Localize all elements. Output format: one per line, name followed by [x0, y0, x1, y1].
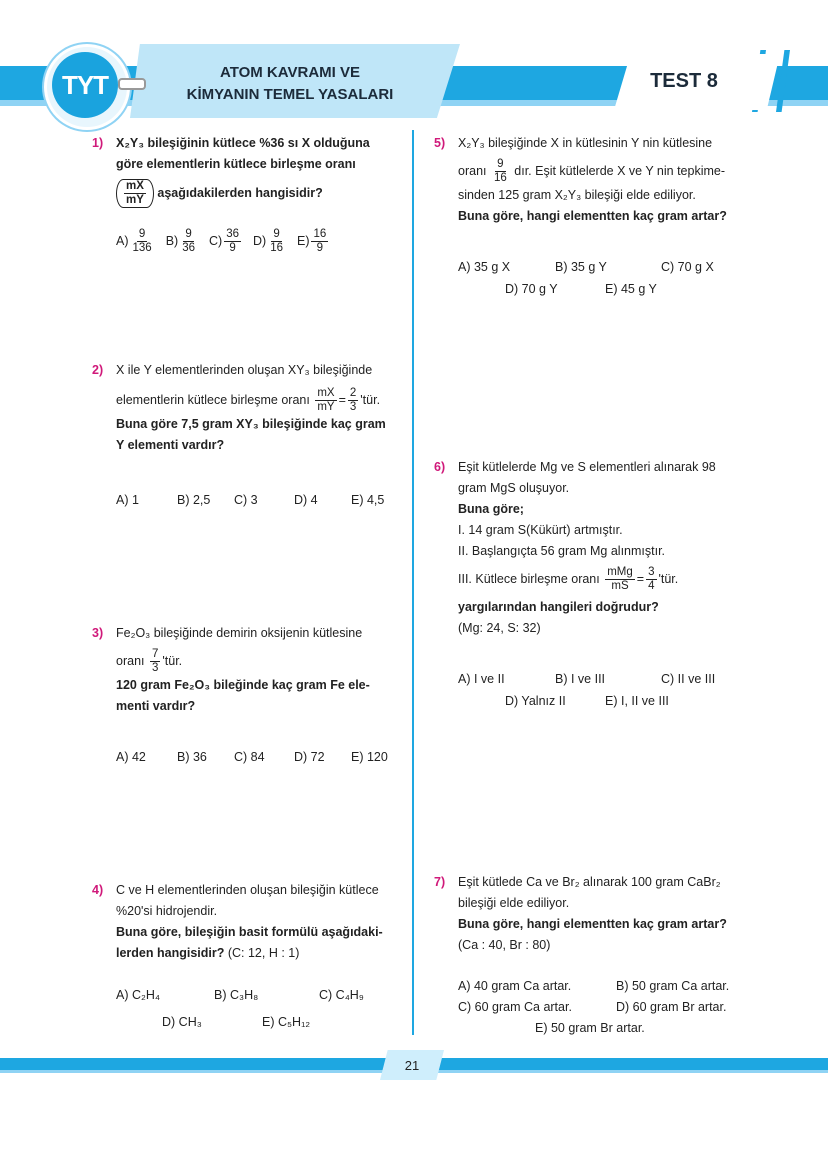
option[interactable]: A) 42 — [116, 750, 146, 764]
title-line-2: KİMYANIN TEMEL YASALARI — [186, 86, 394, 103]
option[interactable]: E) $\frac{16}{9}$ — [296, 228, 327, 254]
option[interactable]: C) C₄H₉ — [319, 988, 364, 1002]
option[interactable]: D) Yalnız II — [505, 694, 566, 708]
option[interactable]: C) 84 — [234, 750, 265, 764]
option[interactable]: D) 4 — [294, 493, 318, 507]
test-label: TEST 8 — [650, 70, 718, 92]
q4-line2: %20'si hidrojendir. — [116, 904, 218, 918]
question-number: 1) — [92, 136, 104, 150]
option[interactable]: A) I ve II — [458, 672, 505, 686]
option[interactable]: A) 40 gram Ca artar. — [458, 979, 572, 993]
q4-bold2-row: lerden hangisidir? (C: 12, H : 1) — [116, 946, 300, 960]
option[interactable]: B) 36 — [177, 750, 207, 764]
q5-line3: sinden 125 gram X₂Y₃ bileşiği elde ediliyor. — [458, 188, 696, 202]
question-number: 4) — [92, 883, 104, 897]
q1-ratio: $\frac{mX}{mY}$ — [116, 179, 154, 208]
q1-line2: göre elementlerin kütlece birleşme oranı — [116, 157, 356, 171]
q7-bold1: Buna göre, hangi elementten kaç gram artar? — [458, 917, 727, 931]
q3-bold1: 120 gram Fe₂O₃ bileğinde kaç gram Fe ele- — [116, 678, 370, 692]
q2-bold1: Buna göre 7,5 gram XY₃ bileşiğinde kaç gram — [116, 417, 386, 431]
title-line-1: ATOM KAVRAMI VE — [219, 64, 360, 81]
option[interactable]: A) $\frac{9}{136}$ — [116, 228, 152, 254]
q7-note: (Ca : 40, Br : 80) — [458, 938, 551, 952]
q6-note: (Mg: 24, S: 32) — [458, 621, 541, 635]
q1-options — [116, 228, 406, 255]
q5-line2: oranı $\frac{9}{16}$ dır. Eşit kütlelerde X ve Y nin tepkime- — [458, 158, 726, 184]
q2-line1: X ile Y elementlerinden oluşan XY₃ bileşiğinde — [116, 363, 373, 377]
option[interactable]: A) C₂H₄ — [116, 988, 160, 1002]
q6-item1: I. 14 gram S(Kükürt) artmıştır. — [458, 523, 623, 537]
page-title — [140, 62, 440, 106]
question-1 — [116, 133, 396, 208]
q1-line3: aşağıdakilerden hangisidir? — [157, 185, 323, 200]
option[interactable]: B) C₃H₈ — [214, 988, 259, 1002]
option[interactable]: B) 2,5 — [177, 493, 211, 507]
option[interactable]: D) $\frac{9}{16}$ — [252, 228, 283, 254]
option[interactable]: B) I ve III — [555, 672, 606, 686]
option[interactable]: E) 45 g Y — [605, 282, 657, 296]
tyt-logo: TYT — [52, 52, 118, 118]
q6-bold2: yargılarından hangileri doğrudur? — [458, 600, 659, 614]
q6-line2: gram MgS oluşuyor. — [458, 481, 570, 495]
q5-line1: X₂Y₃ bileşiğinde X in kütlesinin Y nin kütlesine — [458, 136, 713, 150]
question-number: 5) — [434, 136, 446, 150]
question-number: 6) — [434, 460, 446, 474]
option[interactable]: D) 60 gram Br artar. — [616, 1000, 727, 1014]
question-2 — [116, 360, 401, 456]
question-7 — [458, 872, 740, 956]
question-number: 3) — [92, 626, 104, 640]
option[interactable]: E) 4,5 — [351, 493, 385, 507]
q2-bold2: Y elementi vardır? — [116, 438, 225, 452]
q3-line2: oranı $\frac{7}{3}$ 'tür. — [116, 648, 183, 674]
q2-line2: elementlerin kütlece birleşme oranı $\frac{mX}{mY}$ = $\frac{2}{3}$ 'tür. — [116, 387, 381, 413]
question-6 — [458, 457, 740, 639]
option[interactable]: B) 50 gram Ca artar. — [616, 979, 730, 993]
q6-item2: II. Başlangıçta 56 gram Mg alınmıştır. — [458, 544, 666, 558]
option[interactable]: D) 72 — [294, 750, 325, 764]
q6-item3: III. Kütlece birleşme oranı $\frac{\text{mMg}}{mS}$ = $\frac{3}{4}$ 'tür. — [458, 566, 679, 592]
pin-icon — [118, 78, 146, 90]
option[interactable]: C) 60 gram Ca artar. — [458, 1000, 572, 1014]
q1-line1: X₂Y₃ bileşiğinin kütlece %36 sı X olduğuna — [116, 136, 370, 150]
q5-bold1: Buna göre, hangi elementten kaç gram artar? — [458, 209, 727, 223]
option[interactable]: E) I, II ve III — [605, 694, 669, 708]
option[interactable]: D) 70 g Y — [505, 282, 558, 296]
option[interactable]: A) 35 g X — [458, 260, 511, 274]
option[interactable]: E) 120 — [351, 750, 388, 764]
question-4 — [116, 880, 401, 964]
q6-line1: Eşit kütlelerde Mg ve S elementleri alınarak 98 — [458, 460, 716, 474]
option[interactable]: B) 35 g Y — [555, 260, 607, 274]
q6-bold1: Buna göre; — [458, 502, 524, 516]
option[interactable]: C) 3 — [234, 493, 258, 507]
q4-bold1: Buna göre, bileşiğin basit formülü aşağıdaki- — [116, 925, 383, 939]
question-number: 7) — [434, 875, 446, 889]
q7-line2: bileşiği elde ediliyor. — [458, 896, 570, 910]
option[interactable]: C) II ve III — [661, 672, 716, 686]
option[interactable]: E) C₅H₁₂ — [262, 1015, 311, 1029]
column-divider — [412, 130, 414, 1035]
option[interactable]: C) $\frac{36}{9}$ — [208, 228, 239, 254]
option[interactable]: B) $\frac{9}{36}$ — [165, 228, 195, 254]
q3-line1: Fe₂O₃ bileşiğinde demirin oksijenin kütlesine — [116, 626, 363, 640]
option[interactable]: E) 50 gram Br artar. — [535, 1021, 645, 1035]
page-number: 21 — [404, 1058, 420, 1073]
question-number: 2) — [92, 363, 104, 377]
option[interactable]: D) CH₃ — [162, 1015, 202, 1029]
q4-line1: C ve H elementlerinden oluşan bileşiğin kütlece — [116, 883, 379, 897]
question-3 — [116, 623, 401, 717]
q3-bold2: menti vardır? — [116, 699, 196, 713]
option[interactable]: C) 70 g X — [661, 260, 714, 274]
option[interactable]: A) 1 — [116, 493, 139, 507]
q7-line1: Eşit kütlede Ca ve Br₂ alınarak 100 gram CaBr₂ — [458, 875, 721, 889]
question-5 — [458, 133, 740, 227]
q1-line3-row — [116, 179, 396, 208]
